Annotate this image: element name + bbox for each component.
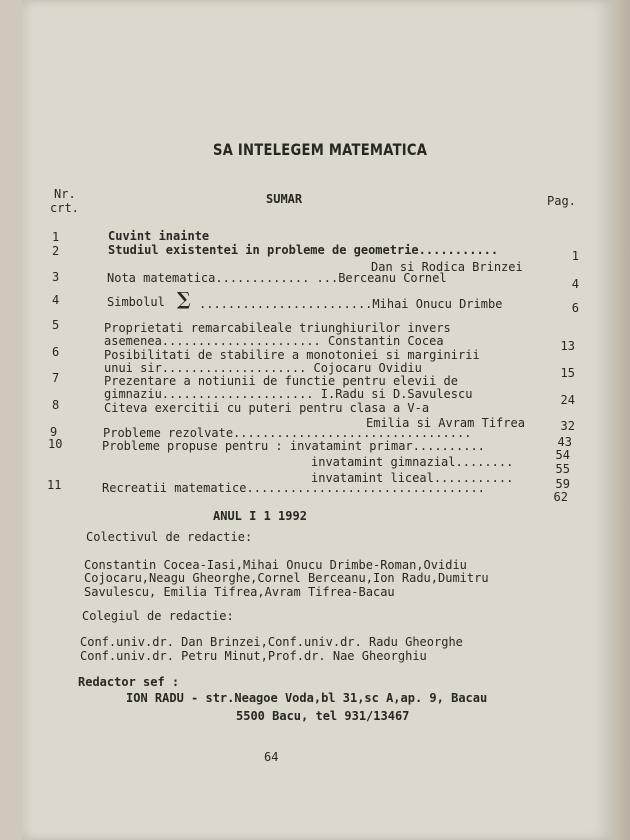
toc-entry: Simbolul (107, 295, 165, 309)
toc-entry: Citeva exercitii cu puteri pentru clasa a V-a (104, 401, 430, 415)
toc-nr: 7 (52, 371, 60, 385)
page-number: 64 (264, 750, 279, 764)
nr-label: Nr. (54, 187, 76, 201)
toc-nr: 3 (52, 270, 60, 284)
toc-author: Emilia si Avram Tifrea (366, 416, 525, 430)
toc-page: 6 (571, 301, 579, 315)
toc-page: 55 (555, 462, 570, 476)
toc-nr: 10 (48, 437, 63, 451)
page-label: Pag. (547, 194, 576, 208)
toc-entry-cont: gimnaziu..................... I.Radu si D.Savulescu (104, 387, 473, 401)
toc-nr: 2 (52, 244, 60, 258)
summary-label: SUMAR (266, 192, 303, 206)
toc-entry: Studiul existentei in probleme de geometrie........... (108, 243, 499, 257)
toc-entry: Probleme propuse pentru : invatamint primar.......... (102, 439, 485, 453)
redactor-label: Redactor sef : (78, 675, 180, 689)
colectiv-line: Constantin Cocea-Iasi,Mihai Onucu Drimbe-Roman,Ovidiu (84, 558, 467, 572)
colectiv-line: Savulescu, Emilia Tifrea,Avram Tifrea-Bacau (84, 585, 395, 599)
toc-entry: Nota matematica............. ...Berceanu Cornel (107, 271, 447, 285)
toc-entry: Prezentare a notiunii de functie pentru elevii de (104, 374, 459, 388)
toc-entry: Posibilitati de stabilire a monotoniei si marginirii (104, 348, 480, 362)
redactor-address-cont: 5500 Bacu, tel 931/13467 (236, 709, 410, 723)
sigma-symbol: ∑ (177, 289, 191, 310)
toc-entry: Recreatii matematice................................. (102, 481, 485, 495)
page-edge (612, 0, 630, 840)
toc-nr: 5 (52, 318, 60, 332)
toc-page: 54 (555, 448, 570, 462)
toc-entry: Cuvint inainte (108, 229, 210, 243)
toc-nr: 4 (52, 293, 60, 307)
colectiv-line: Cojocaru,Neagu Gheorghe,Cornel Berceanu,Ion Radu,Dumitru (84, 571, 489, 585)
toc-nr: 1 (52, 230, 60, 244)
colegiu-line: Conf.univ.dr. Dan Brinzei,Conf.univ.dr. Radu Gheorghe (80, 635, 463, 649)
toc-nr: 9 (50, 425, 58, 439)
toc-entry: Probleme rezolvate................................. (103, 426, 472, 440)
toc-nr: 6 (52, 345, 60, 359)
toc-nr: 8 (52, 398, 60, 412)
crt-label: crt. (50, 201, 79, 215)
toc-entry: Proprietati remarcabileale triunghiurilor invers (104, 321, 451, 335)
toc-page: 32 (560, 419, 575, 433)
issue-line: ANUL I 1 1992 (213, 509, 307, 523)
colectiv-label: Colectivul de redactie: (86, 530, 253, 544)
toc-page: 62 (553, 490, 568, 504)
toc-page: 59 (555, 477, 570, 491)
toc-page: 24 (560, 393, 575, 407)
toc-nr: 11 (47, 478, 62, 492)
page-title: SA INTELEGEM MATEMATICA (213, 140, 428, 159)
toc-page: 1 (571, 249, 579, 263)
colegiu-label: Colegiul de redactie: (82, 609, 234, 623)
toc-entry-cont: asemenea...................... Constantin Cocea (104, 334, 444, 348)
toc-page: 4 (571, 277, 579, 291)
toc-entry-cont: invatamint gimnazial........ (311, 455, 514, 469)
redactor-address: ION RADU - str.Neagoe Voda,bl 31,sc A,ap. 9, Bacau (126, 691, 488, 705)
toc-author: Dan si Rodica Brinzei (371, 260, 523, 274)
toc-entry-cont: invatamint liceal........... (311, 471, 514, 485)
toc-author: ........................Mihai Onucu Drimbe (199, 297, 503, 311)
toc-page: 15 (560, 366, 575, 380)
toc-page: 13 (560, 339, 575, 353)
colegiu-line: Conf.univ.dr. Petru Minut,Prof.dr. Nae Gheorghiu (80, 649, 427, 663)
toc-page: 43 (557, 435, 572, 449)
toc-entry-cont: unui sir.................... Cojocaru Ovidiu (104, 361, 422, 375)
